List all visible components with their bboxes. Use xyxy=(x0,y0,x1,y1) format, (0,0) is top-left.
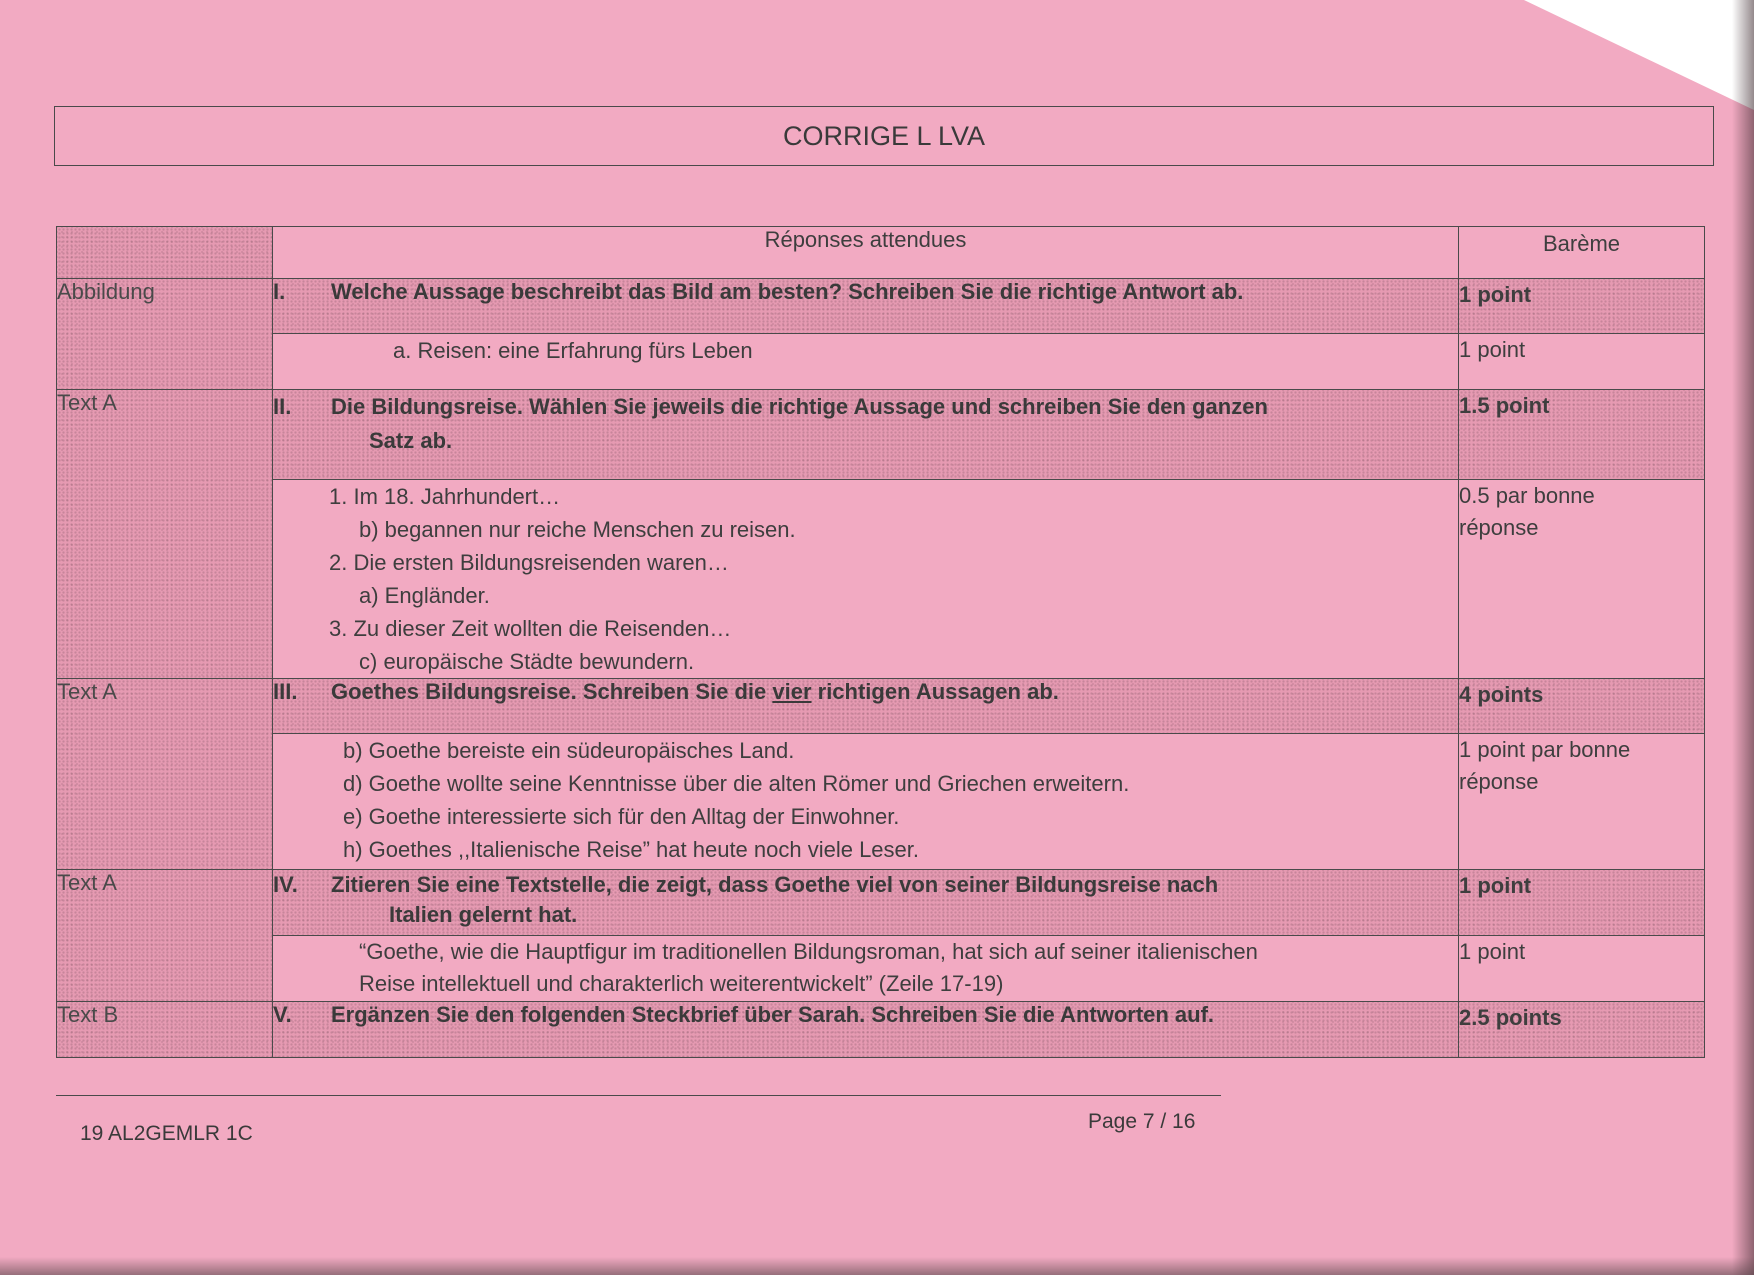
section-1-answer-points: 1 point xyxy=(1459,334,1705,390)
section-5-question-points: 2.5 points xyxy=(1459,1002,1705,1058)
section-5-question-row xyxy=(57,1002,1705,1058)
list-item: 3. Zu dieser Zeit wollten die Reisenden… xyxy=(329,616,732,641)
section-1-answer-line: a. Reisen: eine Erfahrung fürs Leben xyxy=(393,338,753,363)
list-item: e) Goethe interessierte sich für den Alltag der Einwohner. xyxy=(343,804,900,829)
section-1-answer xyxy=(273,334,1459,390)
section-1-question-row xyxy=(57,279,1705,334)
section-3-answer xyxy=(273,734,1459,870)
section-3-question xyxy=(273,679,1459,734)
quote-line: Reise intellektuell und charakterlich weiterentwickelt” (Zeile 17-19) xyxy=(359,971,1004,996)
scan-shadow-bottom xyxy=(0,1257,1754,1275)
footer-page-number: Page 7 / 16 xyxy=(1088,1110,1196,1133)
section-4-answer xyxy=(273,936,1459,1002)
section-3-question-before: Goethes Bildungsreise. Schreiben Sie die xyxy=(331,679,773,704)
header-responses: Réponses attendues xyxy=(273,227,1459,279)
section-2-question-line2: Satz ab. xyxy=(369,428,453,453)
points-line: réponse xyxy=(1459,769,1539,794)
header-bareme: Barème xyxy=(1459,227,1705,279)
section-3-answer-points xyxy=(1459,734,1705,870)
footer-divider xyxy=(56,1095,1221,1096)
points-line: 0.5 par bonne xyxy=(1459,483,1595,508)
list-item: a) Engländer. xyxy=(359,583,490,608)
section-4-label: Text A xyxy=(57,870,273,1002)
list-item: b) begannen nur reiche Menschen zu reisen. xyxy=(359,517,796,542)
section-2-label: Text A xyxy=(57,390,273,679)
table-header-row xyxy=(57,227,1705,279)
footer-code: 19 AL2GEMLR 1C xyxy=(80,1122,253,1145)
section-3-question-after: richtigen Aussagen ab. xyxy=(811,679,1059,704)
folded-corner xyxy=(1524,0,1754,110)
section-4-number: IV. xyxy=(273,872,298,897)
section-3-question-underlined: vier xyxy=(772,679,812,704)
section-2-question xyxy=(273,390,1459,480)
section-4-answer-points: 1 point xyxy=(1459,936,1705,1002)
section-3-question-row xyxy=(57,679,1705,734)
quote-line: “Goethe, wie die Hauptfigur im traditionellen Bildungsroman, hat sich auf seiner italienischen xyxy=(359,939,1258,964)
section-2-answer xyxy=(273,480,1459,679)
section-4-question-line1: Zitieren Sie eine Textstelle, die zeigt, dass Goethe viel von seiner Bildungsreise nach xyxy=(331,872,1219,897)
section-3-label: Text A xyxy=(57,679,273,870)
list-item: c) europäische Städte bewundern. xyxy=(359,649,695,674)
list-item: 2. Die ersten Bildungsreisenden waren… xyxy=(329,550,729,575)
section-4-question-row xyxy=(57,870,1705,936)
section-5-label: Text B xyxy=(57,1002,273,1058)
section-1-answer-row xyxy=(57,334,1705,390)
section-1-question xyxy=(273,279,1459,334)
list-item: b) Goethe bereiste ein südeuropäisches Land. xyxy=(343,738,795,763)
section-4-question xyxy=(273,870,1459,936)
list-item: h) Goethes ,,Italienische Reise” hat heute noch viele Leser. xyxy=(343,837,920,862)
section-2-answer-row xyxy=(57,480,1705,679)
section-1-question-text: Welche Aussage beschreibt das Bild am besten? Schreiben Sie die richtige Antwort ab. xyxy=(331,279,1244,304)
header-blank-cell xyxy=(57,227,273,279)
section-2-answer-points xyxy=(1459,480,1705,679)
section-3-answer-row xyxy=(57,734,1705,870)
section-4-answer-row xyxy=(57,936,1705,1002)
section-1-label: Abbildung xyxy=(57,279,273,390)
list-item: d) Goethe wollte seine Kenntnisse über die alten Römer und Griechen erweitern. xyxy=(343,771,1130,796)
section-2-question-points: 1.5 point xyxy=(1459,390,1705,480)
document-title-box xyxy=(54,106,1714,166)
section-4-question-points: 1 point xyxy=(1459,870,1705,936)
points-line: réponse xyxy=(1459,515,1539,540)
section-2-question-line1: Die Bildungsreise. Wählen Sie jeweils die richtige Aussage und schreiben Sie den ganzen xyxy=(331,394,1268,419)
section-5-number: V. xyxy=(273,1002,292,1027)
answer-key-table xyxy=(56,226,1705,1058)
section-1-number: I. xyxy=(273,279,286,304)
scan-shadow-right xyxy=(1732,0,1754,1275)
section-2-question-row xyxy=(57,390,1705,480)
list-item: 1. Im 18. Jahrhundert… xyxy=(329,484,561,509)
section-2-number: II. xyxy=(273,394,292,419)
section-4-question-line2: Italien gelernt hat. xyxy=(389,902,578,927)
section-5-question xyxy=(273,1002,1459,1058)
document-title: CORRIGE L LVA xyxy=(782,120,986,151)
section-5-question-text: Ergänzen Sie den folgenden Steckbrief über Sarah. Schreiben Sie die Antworten auf. xyxy=(331,1002,1215,1027)
section-3-question-points: 4 points xyxy=(1459,679,1705,734)
points-line: 1 point par bonne xyxy=(1459,737,1631,762)
section-3-number: III. xyxy=(273,679,298,704)
section-1-question-points: 1 point xyxy=(1459,279,1705,334)
